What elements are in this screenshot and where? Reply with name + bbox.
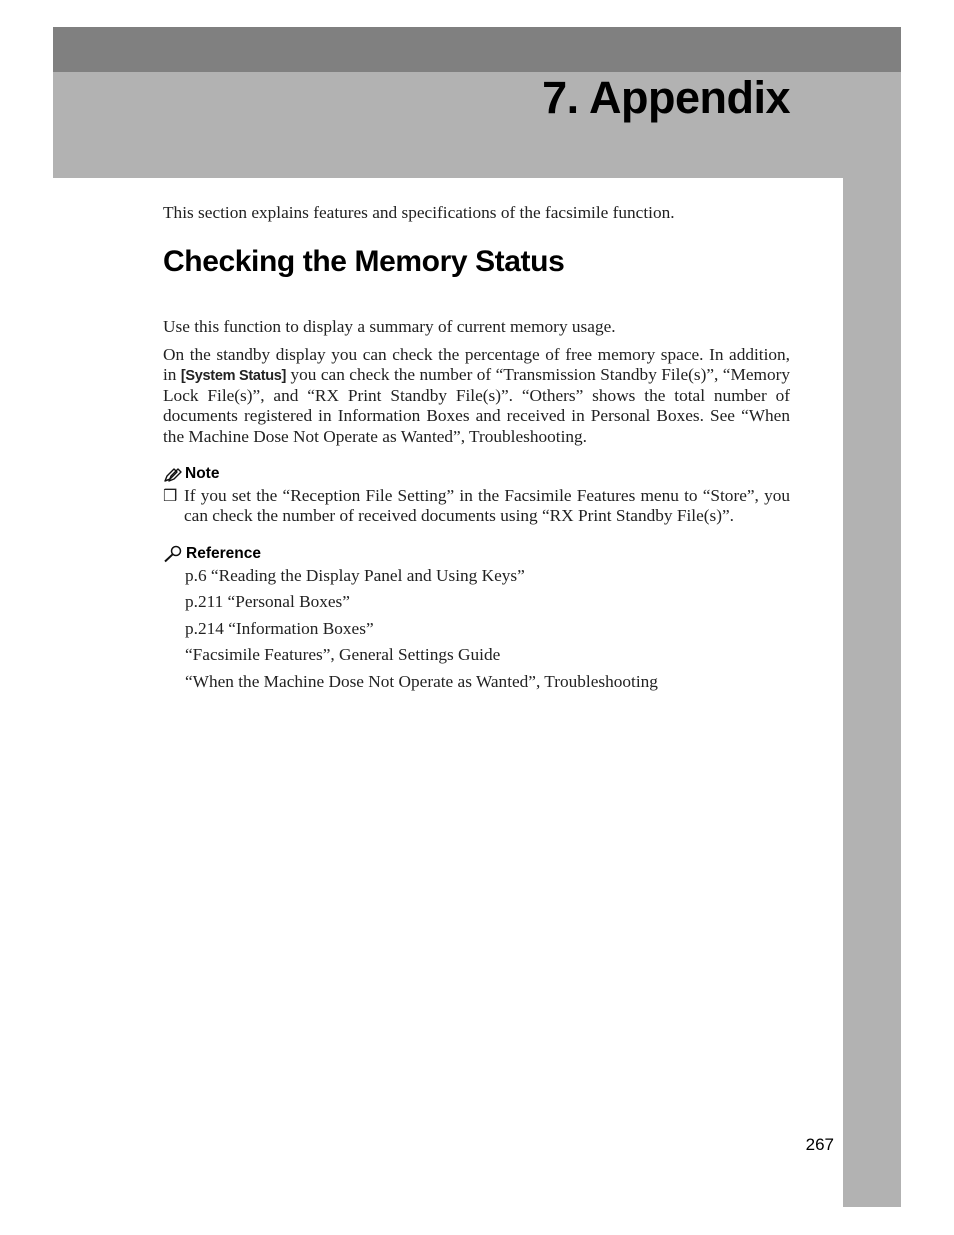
intro-text: This section explains features and specifications of the facsimile function.: [163, 203, 675, 222]
section-paragraph-2: [163, 345, 790, 447]
page-content: [163, 203, 790, 699]
reference-item: p.6 “Reading the Display Panel and Using Keys”: [185, 565, 525, 585]
section-heading: Checking the Memory Status: [163, 245, 565, 279]
page-number: 267: [805, 1135, 834, 1154]
reference-label: Reference: [186, 544, 261, 562]
reference-item: “Facsimile Features”, General Settings Guide: [185, 645, 501, 665]
para2-text-after: you can check the number of “Transmission Standby File(s)”, “Memory Lock File(s)”, and “RX Print Standby File(s)”. “Others” shows the total number of documents registered in Information Boxes and received in Personal Boxes. See “When the Machine Dose Not Operate as Wanted”, Troubleshooting.: [163, 364, 790, 446]
chapter-title: 7. Appendix: [542, 72, 790, 123]
reference-label-row: [163, 541, 790, 563]
reference-item: p.211 “Personal Boxes”: [185, 592, 350, 612]
chapter-header-top-strip: [53, 27, 901, 72]
note-label: Note: [185, 465, 220, 483]
para2-text-before: On the standby display you can check the percentage of free memory space. In addition, in: [163, 344, 790, 384]
note-item: [163, 486, 790, 527]
note-label-row: [163, 461, 790, 483]
note-item-text: If you set the “Reception File Setting” in the Facsimile Features menu to “Store”, you can check the number of received documents using “RX Print Standby File(s)”.: [184, 486, 790, 526]
reference-list: [163, 566, 790, 693]
side-thumb-bar: [843, 178, 901, 1207]
reference-item: “When the Machine Dose Not Operate as Wanted”, Troubleshooting: [185, 672, 658, 692]
reference-item: p.214 “Information Boxes”: [185, 618, 374, 638]
magnifier-icon: [163, 545, 183, 563]
section-paragraph-1: Use this function to display a summary of current memory usage.: [163, 317, 616, 337]
chapter-header-band: [53, 27, 901, 178]
checkbox-bullet: ❒: [163, 486, 178, 506]
pencil-icon: [163, 466, 182, 483]
system-status-key: [System Status]: [180, 367, 287, 384]
